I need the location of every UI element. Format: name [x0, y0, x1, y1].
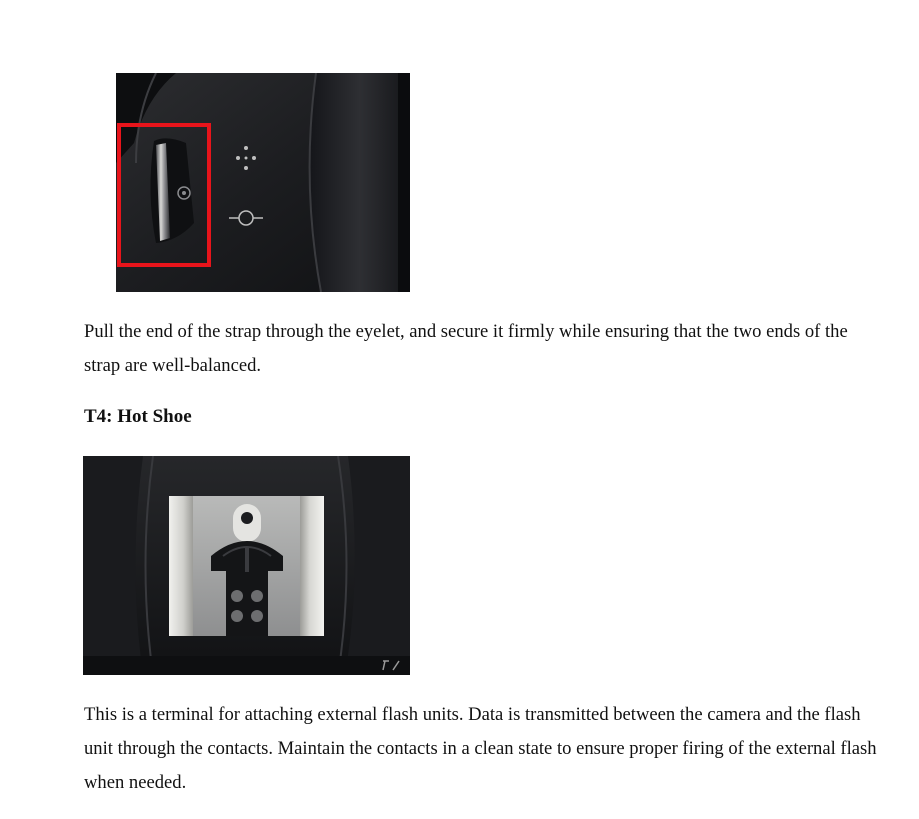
hot-shoe-photo — [83, 456, 410, 675]
strap-instruction-paragraph: Pull the end of the strap through the eyelet, and secure it firmly while ensuring that the two ends of the strap are well-balanced. — [84, 321, 848, 376]
strap-eyelet-photo — [116, 73, 410, 292]
section-heading-hot-shoe: T4: Hot Shoe — [84, 406, 192, 427]
hot-shoe-description-paragraph: This is a terminal for attaching external flash units. Data is transmitted between the camera and the flash unit through the contacts. Maintain the contacts in a clean state to ensure proper firing of the external flash when needed. — [84, 704, 877, 793]
